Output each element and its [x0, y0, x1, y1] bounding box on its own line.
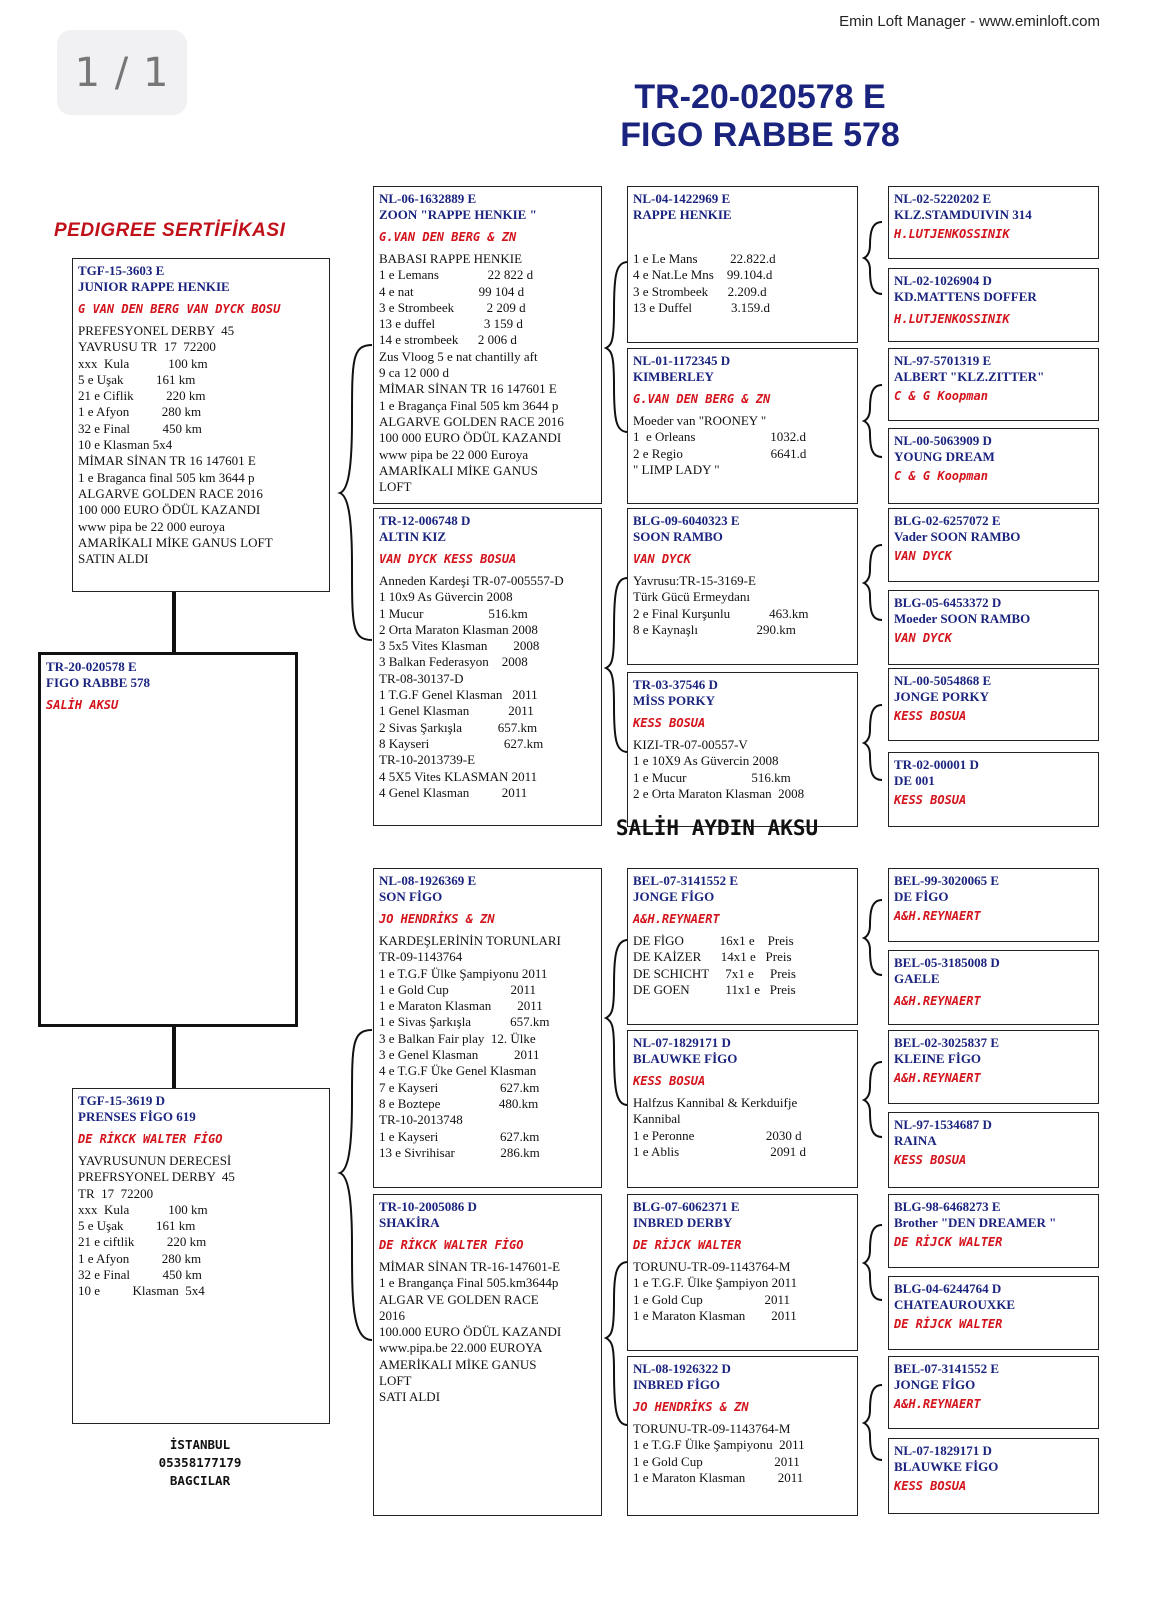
g4-card: [888, 590, 1099, 665]
bird-name: KLZ.STAMDUIVIN 314: [894, 207, 1032, 222]
breeder-name: SALİH AYDIN AKSU: [615, 816, 819, 840]
pedigree-title-id: TR-20-020578 E: [634, 78, 886, 116]
bird-name: BLAUWKE FİGO: [894, 1459, 999, 1474]
bird-id: TR-20-020578 E: [46, 659, 137, 674]
bird-owner: KESS BOSUA: [894, 709, 967, 723]
bird-id: BLG-07-6062371 E: [633, 1199, 740, 1214]
bird-id: TR-02-00001 D: [894, 757, 979, 772]
bird-id: NL-97-1534687 D: [894, 1117, 992, 1132]
bird-name: JONGE PORKY: [894, 689, 989, 704]
bird-id: BLG-02-6257072 E: [894, 513, 1001, 528]
great-grandparent-card: [627, 1194, 858, 1351]
bird-name: Moeder SOON RAMBO: [894, 611, 1031, 626]
bird-id: NL-07-1829171 D: [894, 1443, 992, 1458]
bird-notes: KARDEŞLERİNİN TORUNLARI TR-09-1143764 1 e T.G.F Ülke Şampiyonu 2011 1 e Gold Cup 2011 1 e Maraton Klasman 2011 1 e Sivas Şarkışla 657.km 3 e Balkan Fair play 12. Ülke 3 e Genel Klasman 2011 4 e T.G.F Üke Genel Klasman 7 e Kayseri 627.km 8 e Boztepe 480.km TR-10-2013748 1 e Kayseri 627.km 13 e Sivrihisar 286.km: [379, 933, 561, 1160]
bird-owner: A&H.REYNAERT: [633, 912, 720, 926]
bird-notes: BABASI RAPPE HENKIE 1 e Lemans 22 822 d 4 e nat 99 104 d 3 e Strombeek 2 209 d 13 e duffel 3 159 d 14 e strombeek 2 006 d Zus Vloog 5 e nat chantilly aft 9 ca 12 000 d MİMAR SİNAN TR 16 147601 E 1 e Bragança Final 505 km 3644 p ALGARVE GOLDEN RACE 2016 100 000 EURO ÖDÜL KAZANDI www pipa be 22 000 Euroya AMARİKALI MİKE GANUS LOFT: [379, 251, 564, 495]
bird-owner: H.LUTJENKOSSINIK: [894, 227, 1010, 241]
bird-name: JONGE FİGO: [633, 889, 715, 904]
bird-owner: [633, 229, 852, 245]
sire-card: [72, 258, 330, 592]
g4-card: [888, 868, 1099, 942]
bird-name: DE FİGO: [894, 889, 949, 904]
bird-name: ALTIN KIZ: [379, 529, 447, 544]
bird-owner: KESS BOSUA: [894, 1153, 967, 1167]
bird-owner: KESS BOSUA: [894, 1479, 967, 1493]
bird-name: YOUNG DREAM: [894, 449, 995, 464]
bird-notes: Yavrusu:TR-15-3169-E Türk Gücü Ermeydanı 2 e Final Kurşunlu 463.km 8 e Kaynaşlı 290.km: [633, 573, 809, 637]
bird-name: RAINA: [894, 1133, 937, 1148]
great-grandparent-card: [627, 186, 858, 343]
bird-id: BLG-98-6468273 E: [894, 1199, 1001, 1214]
bird-name: PRENSES FİGO 619: [78, 1109, 196, 1124]
bird-owner: DE RİJCK WALTER: [894, 1317, 1003, 1331]
bird-name: INBRED FİGO: [633, 1377, 721, 1392]
bird-name: MİSS PORKY: [633, 693, 715, 708]
bird-owner: VAN DYCK KESS BOSUA: [379, 552, 517, 566]
grandparent-card: [373, 186, 602, 504]
bird-id: TR-12-006748 D: [379, 513, 471, 528]
bird-notes: PREFESYONEL DERBY 45 YAVRUSU TR 17 72200 xxx Kula 100 km 5 e Uşak 161 km 21 e Ciflik 220 km 1 e Afyon 280 km 32 e Final 450 km 10 e Klasman 5x4 MİMAR SİNAN TR 16 147601 E 1 e Braganca final 505 km 3644 p ALGARVE GOLDEN RACE 2016 100 000 EURO ÖDÜL KAZANDI www pipa be 22 000 euroya AMARİKALI MİKE GANUS LOFT SATIN ALDI: [78, 323, 273, 567]
great-grandparent-card: [627, 868, 858, 1025]
bird-owner: A&H.REYNAERT: [894, 1397, 981, 1411]
contact-district: BAGCILAR: [169, 1473, 231, 1488]
dam-card: [72, 1088, 330, 1424]
bird-id: NL-08-1926369 E: [379, 873, 477, 888]
bird-name: SON FİGO: [379, 889, 443, 904]
bird-notes: TORUNU-TR-09-1143764-M 1 e T.G.F Ülke Şampiyonu 2011 1 e Gold Cup 2011 1 e Maraton Klasman 2011: [633, 1421, 805, 1485]
subject-card: [38, 652, 298, 1027]
bird-id: BEL-99-3020065 E: [894, 873, 1000, 888]
bird-notes: Halfzus Kannibal & Kerkduifje Kannibal 1 e Peronne 2030 d 1 e Ablis 2091 d: [633, 1095, 806, 1159]
bird-notes: KIZI-TR-07-00557-V 1 e 10X9 As Güvercin 2008 1 e Mucur 516.km 2 e Orta Maraton Klasman 2008: [633, 737, 805, 801]
bird-name: KLEINE FİGO: [894, 1051, 982, 1066]
g4-card: [888, 1112, 1099, 1188]
bird-id: TGF-15-3603 E: [78, 263, 165, 278]
bird-id: TGF-15-3619 D: [78, 1093, 166, 1108]
great-grandparent-card: [627, 508, 858, 665]
contact-city: İSTANBUL: [169, 1437, 231, 1452]
bird-id: BEL-07-3141552 E: [633, 873, 739, 888]
g4-card: [888, 1438, 1099, 1514]
bird-name: ZOON "RAPPE HENKIE ": [379, 207, 537, 222]
g4-card: [888, 268, 1099, 342]
g4-card: [888, 508, 1099, 582]
bird-name: DE 001: [894, 773, 935, 788]
bird-name: SHAKİRA: [379, 1215, 440, 1230]
bird-id: NL-00-5054868 E: [894, 673, 992, 688]
g4-card: [888, 1194, 1099, 1268]
bird-owner: KESS BOSUA: [894, 793, 967, 807]
bird-id: TR-03-37546 D: [633, 677, 718, 692]
great-grandparent-card: [627, 1030, 858, 1188]
bird-name: INBRED DERBY: [633, 1215, 733, 1230]
bird-owner: VAN DYCK: [894, 549, 952, 563]
bird-id: BEL-02-3025837 E: [894, 1035, 1000, 1050]
bird-name: KIMBERLEY: [633, 369, 714, 384]
bird-id: BLG-04-6244764 D: [894, 1281, 1002, 1296]
bird-notes: Moeder van "ROONEY " 1 e Orleans 1032.d 2 e Regio 6641.d " LIMP LADY ": [633, 413, 807, 477]
pedigree-title-name: FIGO RABBE 578: [620, 116, 900, 154]
bird-name: Brother "DEN DREAMER ": [894, 1215, 1057, 1230]
great-grandparent-card: [627, 348, 858, 504]
g4-card: [888, 428, 1099, 504]
grandparent-card: [373, 868, 602, 1188]
bird-name: FIGO RABBE 578: [46, 675, 151, 690]
bird-name: RAPPE HENKIE: [633, 207, 732, 222]
g4-card: [888, 1356, 1099, 1429]
bird-name: CHATEAUROUXKE: [894, 1297, 1016, 1312]
bird-owner: H.LUTJENKOSSINIK: [894, 312, 1010, 326]
bird-id: BEL-05-3185008 D: [894, 955, 1000, 970]
bird-name: ALBERT "KLZ.ZITTER": [894, 369, 1045, 384]
bird-id: NL-07-1829171 D: [633, 1035, 731, 1050]
bird-notes: YAVRUSUNUN DERECESİ PREFRSYONEL DERBY 45 TR 17 72200 xxx Kula 100 km 5 e Uşak 161 km 21 e ciftlik 220 km 1 e Afyon 280 km 32 e Final 450 km 10 e Klasman 5x4: [78, 1153, 235, 1299]
bird-owner: VAN DYCK: [633, 552, 691, 566]
bird-id: NL-97-5701319 E: [894, 353, 992, 368]
g4-card: [888, 950, 1099, 1025]
great-grandparent-card: [627, 1356, 858, 1516]
g4-card: [888, 668, 1099, 741]
g4-card: [888, 1030, 1099, 1104]
bird-owner: SALİH AKSU: [46, 698, 119, 712]
grandparent-card: [373, 1194, 602, 1516]
contact-phone: 05358177179: [158, 1455, 242, 1470]
bird-notes: TORUNU-TR-09-1143764-M 1 e T.G.F. Ülke Şampiyon 2011 1 e Gold Cup 2011 1 e Maraton Klasman 2011: [633, 1259, 798, 1323]
certificate-heading: PEDIGREE SERTİFİKASI: [54, 220, 286, 241]
bird-owner: KESS BOSUA: [633, 716, 706, 730]
bird-id: TR-10-2005086 D: [379, 1199, 477, 1214]
bird-id: NL-02-1026904 D: [894, 273, 992, 288]
bird-owner: KESS BOSUA: [633, 1074, 706, 1088]
page-counter: 1 / 1: [57, 30, 187, 115]
bird-notes: MİMAR SİNAN TR-16-147601-E 1 e Brangança Final 505.km3644p ALGAR VE GOLDEN RACE 2016 100.000 EURO ÖDÜL KAZANDI www.pipa.be 22.000 EUROYA AMERİKALI MİKE GANUS LOFT SATI ALDI: [379, 1259, 562, 1405]
g4-card: [888, 752, 1099, 827]
bird-name: SOON RAMBO: [633, 529, 723, 544]
bird-owner: DE RİKCK WALTER FİGO: [379, 1238, 524, 1252]
bird-owner: C & G Koopman: [894, 469, 988, 483]
bird-notes: Anneden Kardeşi TR-07-005557-D 1 10x9 As Güvercin 2008 1 Mucur 516.km 2 Orta Maraton Klasman 2008 3 5x5 Vites Klasman 2008 3 Balkan Federasyon 2008 TR-08-30137-D 1 T.G.F Genel Klasman 2011 1 Genel Klasman 2011 2 Sivas Şarkışla 657.km 8 Kayseri 627.km TR-10-2013739-E 4 5X5 Vites KLASMAN 2011 4 Genel Klasman 2011: [379, 573, 564, 800]
bird-owner: G.VAN DEN BERG & ZN: [379, 230, 517, 244]
bird-owner: A&H.REYNAERT: [894, 1071, 981, 1085]
bird-id: NL-00-5063909 D: [894, 433, 992, 448]
bird-name: GAELE: [894, 971, 940, 986]
bird-notes: DE FİGO 16x1 e Preis DE KAİZER 14x1 e Preis DE SCHICHT 7x1 e Preis DE GOEN 11x1 e Preis: [633, 933, 796, 997]
bird-name: JONGE FİGO: [894, 1377, 976, 1392]
bird-owner: C & G Koopman: [894, 389, 988, 403]
bird-id: NL-02-5220202 E: [894, 191, 992, 206]
great-grandparent-card: [627, 672, 858, 827]
bird-owner: G VAN DEN BERG VAN DYCK BOSU: [78, 302, 281, 316]
bird-id: BEL-07-3141552 E: [894, 1361, 1000, 1376]
bird-name: Vader SOON RAMBO: [894, 529, 1021, 544]
bird-id: NL-08-1926322 D: [633, 1361, 731, 1376]
g4-card: [888, 1276, 1099, 1350]
grandparent-card: [373, 508, 602, 826]
bird-id: NL-01-1172345 D: [633, 353, 731, 368]
bird-id: NL-06-1632889 E: [379, 191, 477, 206]
bird-owner: DE RİJCK WALTER: [633, 1238, 742, 1252]
bird-owner: JO HENDRİKS & ZN: [379, 912, 495, 926]
bird-owner: A&H.REYNAERT: [894, 909, 981, 923]
bird-owner: A&H.REYNAERT: [894, 994, 981, 1008]
bird-id: NL-04-1422969 E: [633, 191, 731, 206]
g4-card: [888, 348, 1099, 421]
bird-id: BLG-05-6453372 D: [894, 595, 1002, 610]
bird-owner: DE RİJCK WALTER: [894, 1235, 1003, 1249]
g4-card: [888, 186, 1099, 259]
bird-id: BLG-09-6040323 E: [633, 513, 740, 528]
bird-name: KD.MATTENS DOFFER: [894, 289, 1037, 304]
bird-owner: G.VAN DEN BERG & ZN: [633, 392, 771, 406]
brand-text: Emin Loft Manager - www.eminloft.com: [839, 13, 1100, 30]
bird-name: BLAUWKE FİGO: [633, 1051, 738, 1066]
bird-name: JUNIOR RAPPE HENKIE: [78, 279, 230, 294]
bird-owner: VAN DYCK: [894, 631, 952, 645]
bird-owner: DE RİKCK WALTER FİGO: [78, 1132, 223, 1146]
bird-notes: 1 e Le Mans 22.822.d 4 e Nat.Le Mns 99.104.d 3 e Strombeek 2.209.d 13 e Duffel 3.159.d: [633, 251, 776, 315]
bird-owner: JO HENDRİKS & ZN: [633, 1400, 749, 1414]
